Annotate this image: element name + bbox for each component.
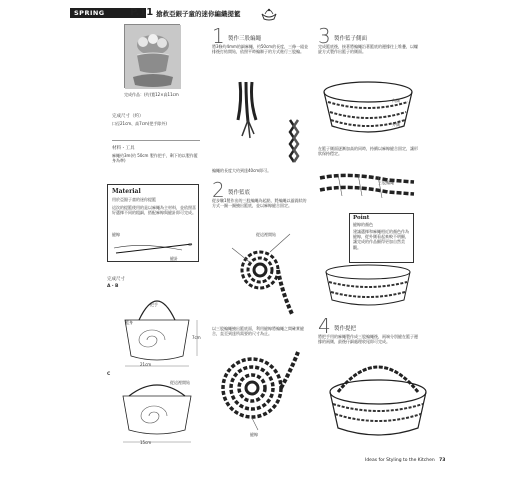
callout-start: 從這裡開始 [170,380,190,385]
material-tool-label: 縫線 [112,232,120,237]
coil-diagram-3 [212,348,312,438]
braid-diagram-1 [212,80,312,175]
braid-stitch-diagram [318,168,418,206]
size-label: 完成尺寸（約） [112,114,144,119]
callout-inside: 內側 [392,98,400,103]
step2-note: 以三股編繩繞出籃底面，利用縫線將編繩之間確實縫合，直至到達所需要的尺寸為止。 [212,326,304,337]
materials-value: 麻繩約3m(約 50cm 製作把手，剩下的以製作籃身為準) [112,153,198,164]
page-title: 搶救亞銀子童的迷你編織提籃 [156,10,241,18]
needle-thread-icon [112,238,196,258]
material-text: 這次的提籃使用的是以麻繩為主材料，並依照喜好選擇不同的粗細，搭配麻線與縫針即可完成。 [112,205,196,216]
basket-diagram-c [107,378,207,448]
step4-title: 製作提把 [334,326,357,332]
footer-text: Ideas for Styling to the Kitchen [365,458,435,463]
page-number: P.11 [130,7,154,18]
callout-start-2: 從這裡開始 [256,232,276,237]
point-text: 建議選擇和麻繩相近的顏色作為縫線，從外側看起來較不明顯，讓完成的作品顯得更加自然美觀。 [353,229,409,250]
materials-label: 材料・工具 [112,146,135,151]
diagram-c-label: C [107,372,111,377]
product-photo [124,24,180,88]
step3-number: 3 [318,24,331,48]
callout-braid: 三股編繩 [378,180,394,185]
point-heading: Point [353,215,370,221]
material-needle-label: 縫針 [170,256,178,261]
season-label: SPRING [74,9,105,17]
step2-text: 從步驟1製作出的三股編繩為起點，將編繩以漩渦狀的方式一圈一圈繞出籃底，並以麻線縫合固定。 [212,198,307,209]
step1-text: 將3條約4mm的細麻繩，約50cm的長度，三條一組並排後打結開始，依照平時編辮子的方式進行三股編。 [212,44,309,55]
step3-text: 完成籃底後，接著將編繩沿著籃底的邊緣往上堆疊，以螺旋方式製作出籃子的側面。 [318,44,418,55]
dim-handle: 把手 [150,302,158,307]
dim-body: 籃身 [125,320,133,325]
dim-15cm: 15cm [140,440,152,445]
basket-logo-icon [260,5,278,21]
footer-page: 73 [439,458,446,463]
footer [365,458,445,463]
material-heading: Material [112,188,141,195]
basket-handle-diagram [318,352,428,442]
step4-number: 4 [318,314,331,338]
basket-photo-illustration [125,25,181,89]
dim-7cm: 7cm [192,335,201,340]
point-subtitle: 縫線的顏色 [353,222,373,227]
step1-note: 編繩的長度大約到達40cm即可。 [212,168,272,173]
basket-diagram-ab [107,288,207,368]
diagram-ab-label: A・B [107,284,119,289]
diagram-title: 完成尺寸 [107,277,125,282]
material-subtitle: 用於亞銀子童的迷你提籃 [112,197,156,202]
step1-number: 1 [212,24,225,48]
divider [112,140,200,141]
step4-text: 將把手用的麻繩製作成三股編繩後，兩端分別縫在籃子邊緣的兩側，最後仔細處理收尾即可完成。 [318,334,418,345]
basket-side-diagram [318,76,418,142]
step2-title: 製作籃底 [228,190,251,196]
step3-note: 在籃子側面逐漸加高的同時，持續以麻線縫合固定，讓形狀保持穩定。 [318,146,418,157]
photo-caption: 完成作品：(約)寬12×高11cm [124,92,179,97]
step2-number: 2 [212,178,225,202]
step3-title: 製作籃子側面 [334,36,368,42]
callout-thread: 縫線 [250,432,258,437]
callout-outside: 外側 [392,122,400,127]
step1-title: 製作三股編繩 [228,36,262,42]
dim-21cm: 21cm [140,362,152,367]
size-value: 口徑21cm、高7cm(把手除外) [112,121,167,126]
basket-side-diagram-2 [318,262,418,310]
